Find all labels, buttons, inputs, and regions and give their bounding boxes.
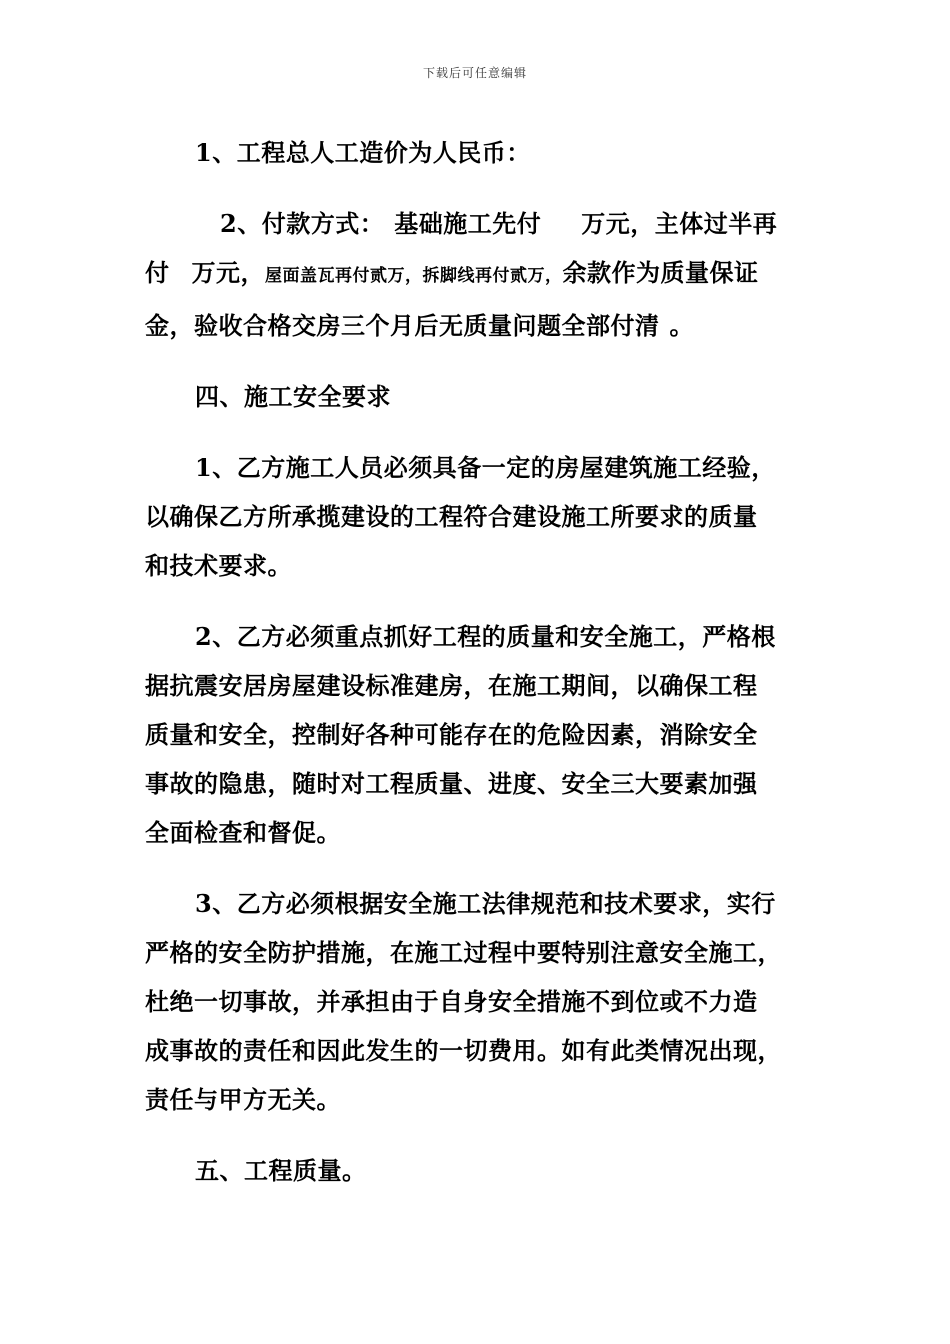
payment-foundation: 基础施工先付 [394, 209, 542, 238]
payment-line-2 [145, 248, 805, 301]
clause-4-3: 3、乙方必须根据安全施工法律规范和技术要求，实行 严格的安全防护措施，在施工过程中要特别注意安全施工， 杜绝一切事故，并承担由于自身安全措施不到位或不力造 成事故的责任和因此发生的一切费用。如有此类情况出现， 责任与甲方无关。 [145, 889, 782, 1114]
payment-remainder: 余款作为质量保证 [562, 258, 759, 287]
payment-wan-yuan: 万元， [191, 258, 265, 287]
paragraph-total-cost: 1、工程总人工造价为人民币： [195, 138, 531, 167]
payment-line-1 [145, 199, 805, 248]
payment-line-3: 金，验收合格交房三个月后无质量问题全部付清 。 [145, 311, 694, 340]
header-note: 下载后可任意编辑 [422, 66, 527, 80]
payment-pay: 付 [145, 258, 170, 287]
clause-4-1: 1、乙方施工人员必须具备一定的房屋建筑施工经验， 以确保乙方所承揽建设的工程符合建设施工所要求的质量 和技术要求。 [145, 453, 776, 580]
section-heading-5: 五、工程质量。 [195, 1156, 367, 1185]
payment-roof-and-scaffold: 屋面盖瓦再付贰万，拆脚线再付贰万， [265, 266, 563, 286]
section-heading-4: 四、施工安全要求 [195, 382, 391, 411]
document-body [145, 128, 805, 1195]
payment-settle: 金，验收合格交房三个月后无质量问题全部付清 [145, 311, 660, 340]
payment-label: 2、付款方式： [220, 209, 385, 238]
clause-4-2: 2、乙方必须重点抓好工程的质量和安全施工，严格根 据抗震安居房屋建设标准建房，在施工期间，以确保工程 质量和安全，控制好各种可能存在的危险因素，消除安全 事故的隐患，随时对工程质量、进度、安全三大要素加强 全面检查和督促。 [145, 622, 776, 847]
payment-main-structure: 万元，主体过半再 [581, 209, 778, 238]
